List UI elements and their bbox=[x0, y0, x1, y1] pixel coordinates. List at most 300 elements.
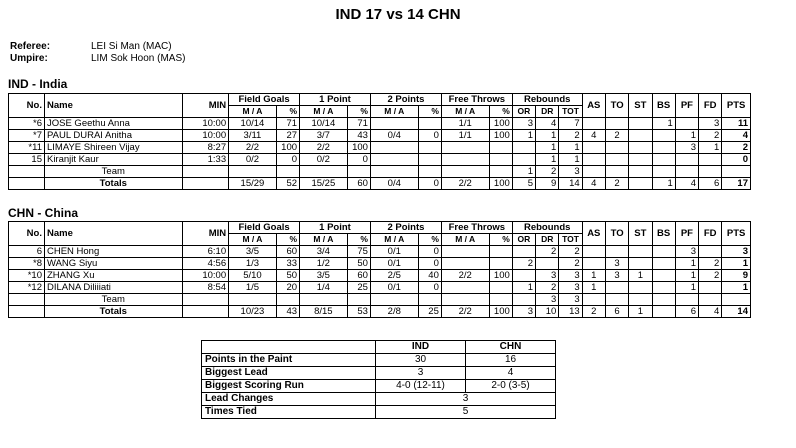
stat-cell bbox=[182, 306, 229, 318]
stat-cell bbox=[536, 258, 559, 270]
stat-cell: 2 bbox=[699, 258, 722, 270]
stat-cell: 0 bbox=[276, 154, 299, 166]
team-row-label: Team bbox=[44, 294, 182, 306]
subheader-dr: DR bbox=[536, 234, 559, 246]
stat-cell bbox=[418, 142, 441, 154]
subheader-ma: M / A bbox=[441, 234, 489, 246]
stat-cell: 0/1 bbox=[370, 246, 418, 258]
player-row bbox=[9, 130, 751, 142]
totals-blank bbox=[9, 178, 45, 190]
stat-cell: 1 bbox=[652, 118, 675, 130]
stat-cell: *10 bbox=[9, 270, 45, 282]
player-row bbox=[9, 142, 751, 154]
subheader-ma: M / A bbox=[229, 106, 277, 118]
stat-cell: 0 bbox=[418, 246, 441, 258]
player-row bbox=[9, 154, 751, 166]
stat-cell bbox=[629, 154, 652, 166]
subheader-dr: DR bbox=[536, 106, 559, 118]
header-fg: Field Goals bbox=[229, 94, 300, 106]
page-title: IND 17 vs 14 CHN bbox=[335, 6, 461, 23]
stat-cell: 100 bbox=[489, 306, 512, 318]
stat-cell bbox=[652, 306, 675, 318]
subheader-tot: TOT bbox=[559, 106, 582, 118]
stat-cell bbox=[652, 294, 675, 306]
stat-cell bbox=[629, 178, 652, 190]
player-row bbox=[9, 118, 751, 130]
summary-value: 5 bbox=[376, 406, 556, 419]
stat-cell: 15 bbox=[9, 154, 45, 166]
subheader-pct: % bbox=[489, 234, 512, 246]
summary-row bbox=[202, 367, 556, 380]
stat-cell: 0/2 bbox=[300, 154, 348, 166]
stat-cell bbox=[605, 166, 628, 178]
stat-cell: 14 bbox=[559, 178, 582, 190]
stat-cell: 0/1 bbox=[370, 258, 418, 270]
stat-cell: 10/14 bbox=[300, 118, 348, 130]
stat-cell bbox=[489, 142, 512, 154]
stat-cell: JOSE Geethu Anna bbox=[44, 118, 182, 130]
stat-cell bbox=[276, 294, 299, 306]
subheader-pct: % bbox=[347, 106, 370, 118]
team-row bbox=[9, 166, 751, 178]
player-row bbox=[9, 258, 751, 270]
umpire-label: Umpire: bbox=[10, 53, 48, 64]
stat-cell: 43 bbox=[347, 130, 370, 142]
summary-corner bbox=[202, 341, 376, 354]
summary-col-ind: IND bbox=[376, 341, 466, 354]
subheader-or: OR bbox=[512, 234, 535, 246]
referee-label: Referee: bbox=[10, 41, 51, 52]
header-to: TO bbox=[605, 222, 628, 246]
subheader-ma: M / A bbox=[300, 234, 348, 246]
stat-cell bbox=[300, 166, 348, 178]
stat-cell bbox=[699, 154, 722, 166]
totals-row bbox=[9, 306, 751, 318]
stat-cell: 0 bbox=[418, 178, 441, 190]
stat-cell bbox=[512, 270, 535, 282]
summary-value-ind: 4-0 (12-11) bbox=[376, 380, 466, 393]
stat-cell bbox=[489, 258, 512, 270]
summary-value-chn: 4 bbox=[466, 367, 556, 380]
stat-cell bbox=[512, 154, 535, 166]
stat-cell: 3/5 bbox=[300, 270, 348, 282]
stat-cell: 10/14 bbox=[229, 118, 277, 130]
stat-cell bbox=[582, 142, 605, 154]
stat-cell: 8:54 bbox=[182, 282, 229, 294]
stat-cell: 100 bbox=[347, 142, 370, 154]
header-ft: Free Throws bbox=[441, 94, 512, 106]
stat-cell: 3 bbox=[536, 270, 559, 282]
stat-cell: PAUL DURAI Anitha bbox=[44, 130, 182, 142]
stat-cell: 3 bbox=[675, 142, 698, 154]
header-pts: PTS bbox=[722, 222, 751, 246]
header-pf: PF bbox=[675, 222, 698, 246]
stat-cell: 2 bbox=[699, 130, 722, 142]
stat-cell: 1/4 bbox=[300, 282, 348, 294]
officials bbox=[10, 41, 185, 65]
subheader-ma: M / A bbox=[300, 106, 348, 118]
stat-cell bbox=[182, 166, 229, 178]
stat-cell: 1 bbox=[675, 282, 698, 294]
stat-cell: *12 bbox=[9, 282, 45, 294]
stat-cell: 1/1 bbox=[441, 130, 489, 142]
stat-cell: *7 bbox=[9, 130, 45, 142]
stat-cell: 3/7 bbox=[300, 130, 348, 142]
stat-cell: 6 bbox=[699, 178, 722, 190]
stat-cell bbox=[629, 282, 652, 294]
stat-cell bbox=[699, 246, 722, 258]
stat-cell: 2/2 bbox=[300, 142, 348, 154]
stat-cell: 10:00 bbox=[182, 270, 229, 282]
stat-cell bbox=[347, 166, 370, 178]
stat-cell: 0/4 bbox=[370, 178, 418, 190]
stat-cell: 2/2 bbox=[441, 270, 489, 282]
stat-cell bbox=[347, 294, 370, 306]
stat-cell: 2/5 bbox=[370, 270, 418, 282]
stat-cell bbox=[652, 154, 675, 166]
stat-cell: 3/5 bbox=[229, 246, 277, 258]
stat-cell: 3 bbox=[559, 166, 582, 178]
team-row-label: Team bbox=[44, 166, 182, 178]
stat-cell: WANG Siyu bbox=[44, 258, 182, 270]
stat-cell: 0 bbox=[722, 154, 751, 166]
team-heading-chn: CHN - China bbox=[8, 206, 78, 220]
stat-cell: 20 bbox=[276, 282, 299, 294]
stat-cell: 1/5 bbox=[229, 282, 277, 294]
stat-cell bbox=[605, 154, 628, 166]
stat-cell: 60 bbox=[276, 246, 299, 258]
stat-cell: 2 bbox=[536, 282, 559, 294]
stat-cell: 4 bbox=[699, 306, 722, 318]
summary-row bbox=[202, 354, 556, 367]
subheader-ma: M / A bbox=[441, 106, 489, 118]
stat-cell bbox=[675, 166, 698, 178]
stat-cell: 8:27 bbox=[182, 142, 229, 154]
stat-cell: 15/25 bbox=[300, 178, 348, 190]
stat-cell: 2 bbox=[536, 166, 559, 178]
stat-cell: 100 bbox=[489, 270, 512, 282]
header-reb: Rebounds bbox=[512, 94, 582, 106]
stat-cell: 1 bbox=[722, 282, 751, 294]
subheader-pct: % bbox=[418, 106, 441, 118]
subheader-pct: % bbox=[418, 234, 441, 246]
stat-cell: 0 bbox=[418, 282, 441, 294]
stat-cell bbox=[370, 154, 418, 166]
stat-cell: *8 bbox=[9, 258, 45, 270]
stat-cell bbox=[229, 166, 277, 178]
stat-cell bbox=[418, 166, 441, 178]
summary-value-ind: 30 bbox=[376, 354, 466, 367]
stat-cell bbox=[441, 282, 489, 294]
stat-cell: 2 bbox=[722, 142, 751, 154]
stat-cell: 1 bbox=[536, 130, 559, 142]
header-reb: Rebounds bbox=[512, 222, 582, 234]
header-as: AS bbox=[582, 222, 605, 246]
stat-cell bbox=[418, 118, 441, 130]
stat-cell bbox=[489, 246, 512, 258]
stat-cell: 3 bbox=[536, 294, 559, 306]
stat-cell bbox=[605, 294, 628, 306]
stat-cell bbox=[441, 142, 489, 154]
stat-cell bbox=[489, 294, 512, 306]
stat-cell bbox=[582, 294, 605, 306]
header-p1: 1 Point bbox=[300, 94, 371, 106]
totals-label: Totals bbox=[44, 178, 182, 190]
stat-cell bbox=[675, 154, 698, 166]
subheader-pct: % bbox=[276, 234, 299, 246]
stat-cell: 2/2 bbox=[441, 306, 489, 318]
stat-cell: 3 bbox=[675, 246, 698, 258]
stat-cell bbox=[441, 246, 489, 258]
stat-cell bbox=[512, 142, 535, 154]
stat-cell bbox=[722, 166, 751, 178]
stat-cell: 14 bbox=[722, 306, 751, 318]
header-st: ST bbox=[629, 222, 652, 246]
stat-cell: 2 bbox=[559, 130, 582, 142]
stat-cell: LIMAYE Shireen Vijay bbox=[44, 142, 182, 154]
stat-cell: 1 bbox=[675, 130, 698, 142]
stat-cell: 10:00 bbox=[182, 118, 229, 130]
stat-cell bbox=[276, 166, 299, 178]
stat-cell: 1 bbox=[559, 142, 582, 154]
stat-cell: 10 bbox=[536, 306, 559, 318]
stat-cell: *6 bbox=[9, 118, 45, 130]
header-bs: BS bbox=[652, 222, 675, 246]
stat-cell: 1 bbox=[559, 154, 582, 166]
stat-cell bbox=[652, 130, 675, 142]
header-no: No. bbox=[9, 94, 45, 118]
stat-cell: 0/4 bbox=[370, 130, 418, 142]
team-heading-ind: IND - India bbox=[8, 77, 68, 91]
stat-cell: 100 bbox=[276, 142, 299, 154]
stat-cell bbox=[605, 246, 628, 258]
stat-cell bbox=[629, 246, 652, 258]
stat-cell: 6 bbox=[9, 246, 45, 258]
stat-cell: 6:10 bbox=[182, 246, 229, 258]
stat-cell: 2 bbox=[605, 178, 628, 190]
subheader-or: OR bbox=[512, 106, 535, 118]
header-pts: PTS bbox=[722, 94, 751, 118]
header-p2: 2 Points bbox=[370, 94, 441, 106]
stat-cell: 0/1 bbox=[370, 282, 418, 294]
stat-cell bbox=[582, 154, 605, 166]
team-row bbox=[9, 294, 751, 306]
stat-cell: 4:56 bbox=[182, 258, 229, 270]
stat-cell: 2 bbox=[605, 130, 628, 142]
stat-cell: 50 bbox=[276, 270, 299, 282]
stat-cell: 2/8 bbox=[370, 306, 418, 318]
stat-cell bbox=[441, 258, 489, 270]
subheader-pct: % bbox=[276, 106, 299, 118]
stat-cell bbox=[582, 246, 605, 258]
stat-cell bbox=[675, 294, 698, 306]
stat-cell: 2 bbox=[559, 258, 582, 270]
stat-cell: 3 bbox=[512, 306, 535, 318]
stat-cell bbox=[489, 166, 512, 178]
stat-cell bbox=[699, 294, 722, 306]
subheader-ma: M / A bbox=[229, 234, 277, 246]
summary-value-ind: 3 bbox=[376, 367, 466, 380]
stat-cell bbox=[652, 166, 675, 178]
stat-cell: 4 bbox=[722, 130, 751, 142]
stat-cell: 2 bbox=[536, 246, 559, 258]
stat-cell: 2 bbox=[512, 258, 535, 270]
summary-label: Biggest Scoring Run bbox=[202, 380, 376, 393]
stat-cell: 4 bbox=[536, 118, 559, 130]
stat-cell: 8/15 bbox=[300, 306, 348, 318]
summary-col-chn: CHN bbox=[466, 341, 556, 354]
header-p1: 1 Point bbox=[300, 222, 371, 234]
stat-cell: 3 bbox=[699, 118, 722, 130]
stat-cell: 25 bbox=[418, 306, 441, 318]
stat-cell bbox=[605, 282, 628, 294]
stat-cell: 100 bbox=[489, 130, 512, 142]
subheader-pct: % bbox=[489, 106, 512, 118]
stat-cell bbox=[582, 258, 605, 270]
header-fd: FD bbox=[699, 222, 722, 246]
stat-cell: 1/3 bbox=[229, 258, 277, 270]
stat-cell bbox=[629, 142, 652, 154]
stat-cell: 3/11 bbox=[229, 130, 277, 142]
header-bs: BS bbox=[652, 94, 675, 118]
stat-cell: 1:33 bbox=[182, 154, 229, 166]
stat-cell bbox=[441, 166, 489, 178]
totals-label: Totals bbox=[44, 306, 182, 318]
header-st: ST bbox=[629, 94, 652, 118]
stat-cell bbox=[699, 166, 722, 178]
stat-cell bbox=[722, 294, 751, 306]
stat-cell: 1 bbox=[582, 270, 605, 282]
stat-cell bbox=[300, 294, 348, 306]
stat-cell: 1 bbox=[675, 258, 698, 270]
stat-cell: 3 bbox=[559, 270, 582, 282]
stat-cell: 7 bbox=[559, 118, 582, 130]
header-fd: FD bbox=[699, 94, 722, 118]
stat-cell: 5 bbox=[512, 178, 535, 190]
stat-cell: DILANA Diliiiati bbox=[44, 282, 182, 294]
stat-cell bbox=[629, 118, 652, 130]
stat-cell: 52 bbox=[276, 178, 299, 190]
box-score-chn bbox=[8, 221, 751, 318]
stat-cell: 9 bbox=[722, 270, 751, 282]
summary-label: Points in the Paint bbox=[202, 354, 376, 367]
summary-row bbox=[202, 393, 556, 406]
stat-cell bbox=[582, 118, 605, 130]
stat-cell: 15/29 bbox=[229, 178, 277, 190]
stat-cell: 11 bbox=[722, 118, 751, 130]
summary-value-chn: 16 bbox=[466, 354, 556, 367]
summary-label: Times Tied bbox=[202, 406, 376, 419]
stat-cell: 33 bbox=[276, 258, 299, 270]
stat-cell: 71 bbox=[276, 118, 299, 130]
stat-cell bbox=[182, 178, 229, 190]
stat-cell: 1/2 bbox=[300, 258, 348, 270]
summary-label: Lead Changes bbox=[202, 393, 376, 406]
summary-label: Biggest Lead bbox=[202, 367, 376, 380]
stat-cell bbox=[229, 294, 277, 306]
stat-cell: 1 bbox=[512, 166, 535, 178]
stat-cell: 1 bbox=[675, 270, 698, 282]
stat-cell: 0 bbox=[418, 130, 441, 142]
stat-cell bbox=[370, 294, 418, 306]
team-row-blank bbox=[9, 294, 45, 306]
stat-cell: 3 bbox=[605, 258, 628, 270]
stat-cell: 3 bbox=[559, 294, 582, 306]
stat-cell bbox=[370, 166, 418, 178]
stat-cell: 27 bbox=[276, 130, 299, 142]
summary-table bbox=[201, 340, 556, 419]
stat-cell: 2 bbox=[559, 246, 582, 258]
stat-cell: 25 bbox=[347, 282, 370, 294]
stat-cell bbox=[489, 154, 512, 166]
stat-cell: 1 bbox=[629, 270, 652, 282]
stat-cell: 4 bbox=[582, 178, 605, 190]
stat-cell: Kiranjit Kaur bbox=[44, 154, 182, 166]
header-p2: 2 Points bbox=[370, 222, 441, 234]
stat-cell: 13 bbox=[559, 306, 582, 318]
subheader-ma: M / A bbox=[370, 234, 418, 246]
team-row-blank bbox=[9, 166, 45, 178]
header-no: No. bbox=[9, 222, 45, 246]
stat-cell bbox=[629, 294, 652, 306]
stat-cell: 40 bbox=[418, 270, 441, 282]
header-min: MIN bbox=[182, 222, 229, 246]
stat-cell: 60 bbox=[347, 178, 370, 190]
stat-cell: 17 bbox=[722, 178, 751, 190]
stat-cell: 1 bbox=[536, 142, 559, 154]
header-as: AS bbox=[582, 94, 605, 118]
stat-cell: 5/10 bbox=[229, 270, 277, 282]
stat-cell: CHEN Hong bbox=[44, 246, 182, 258]
stat-cell bbox=[629, 258, 652, 270]
totals-row bbox=[9, 178, 751, 190]
stat-cell: 2 bbox=[699, 270, 722, 282]
totals-blank bbox=[9, 306, 45, 318]
stat-cell: 4 bbox=[582, 130, 605, 142]
summary-value: 3 bbox=[376, 393, 556, 406]
stat-cell: 2/2 bbox=[441, 178, 489, 190]
stat-cell bbox=[489, 282, 512, 294]
header-pf: PF bbox=[675, 94, 698, 118]
stat-cell: 3 bbox=[559, 282, 582, 294]
stat-cell bbox=[605, 142, 628, 154]
stat-cell: 1 bbox=[629, 306, 652, 318]
stat-cell: 3 bbox=[605, 270, 628, 282]
box-score-ind bbox=[8, 93, 751, 190]
stat-cell: 3 bbox=[722, 246, 751, 258]
stat-cell bbox=[418, 294, 441, 306]
stat-cell bbox=[418, 154, 441, 166]
stat-cell: 9 bbox=[536, 178, 559, 190]
stat-cell bbox=[629, 166, 652, 178]
stat-cell: 1 bbox=[582, 282, 605, 294]
stat-cell bbox=[370, 142, 418, 154]
summary-value-chn: 2-0 (3-5) bbox=[466, 380, 556, 393]
stat-cell: 1 bbox=[722, 258, 751, 270]
stat-cell: 100 bbox=[489, 178, 512, 190]
stat-cell: ZHANG Xu bbox=[44, 270, 182, 282]
stat-cell bbox=[512, 294, 535, 306]
subheader-pct: % bbox=[347, 234, 370, 246]
header-min: MIN bbox=[182, 94, 229, 118]
stat-cell: 43 bbox=[276, 306, 299, 318]
stat-cell bbox=[512, 246, 535, 258]
stat-cell: 4 bbox=[675, 178, 698, 190]
player-row bbox=[9, 282, 751, 294]
stat-cell bbox=[699, 282, 722, 294]
stat-cell bbox=[652, 246, 675, 258]
referee-name: LEI Si Man (MAC) bbox=[91, 41, 172, 52]
